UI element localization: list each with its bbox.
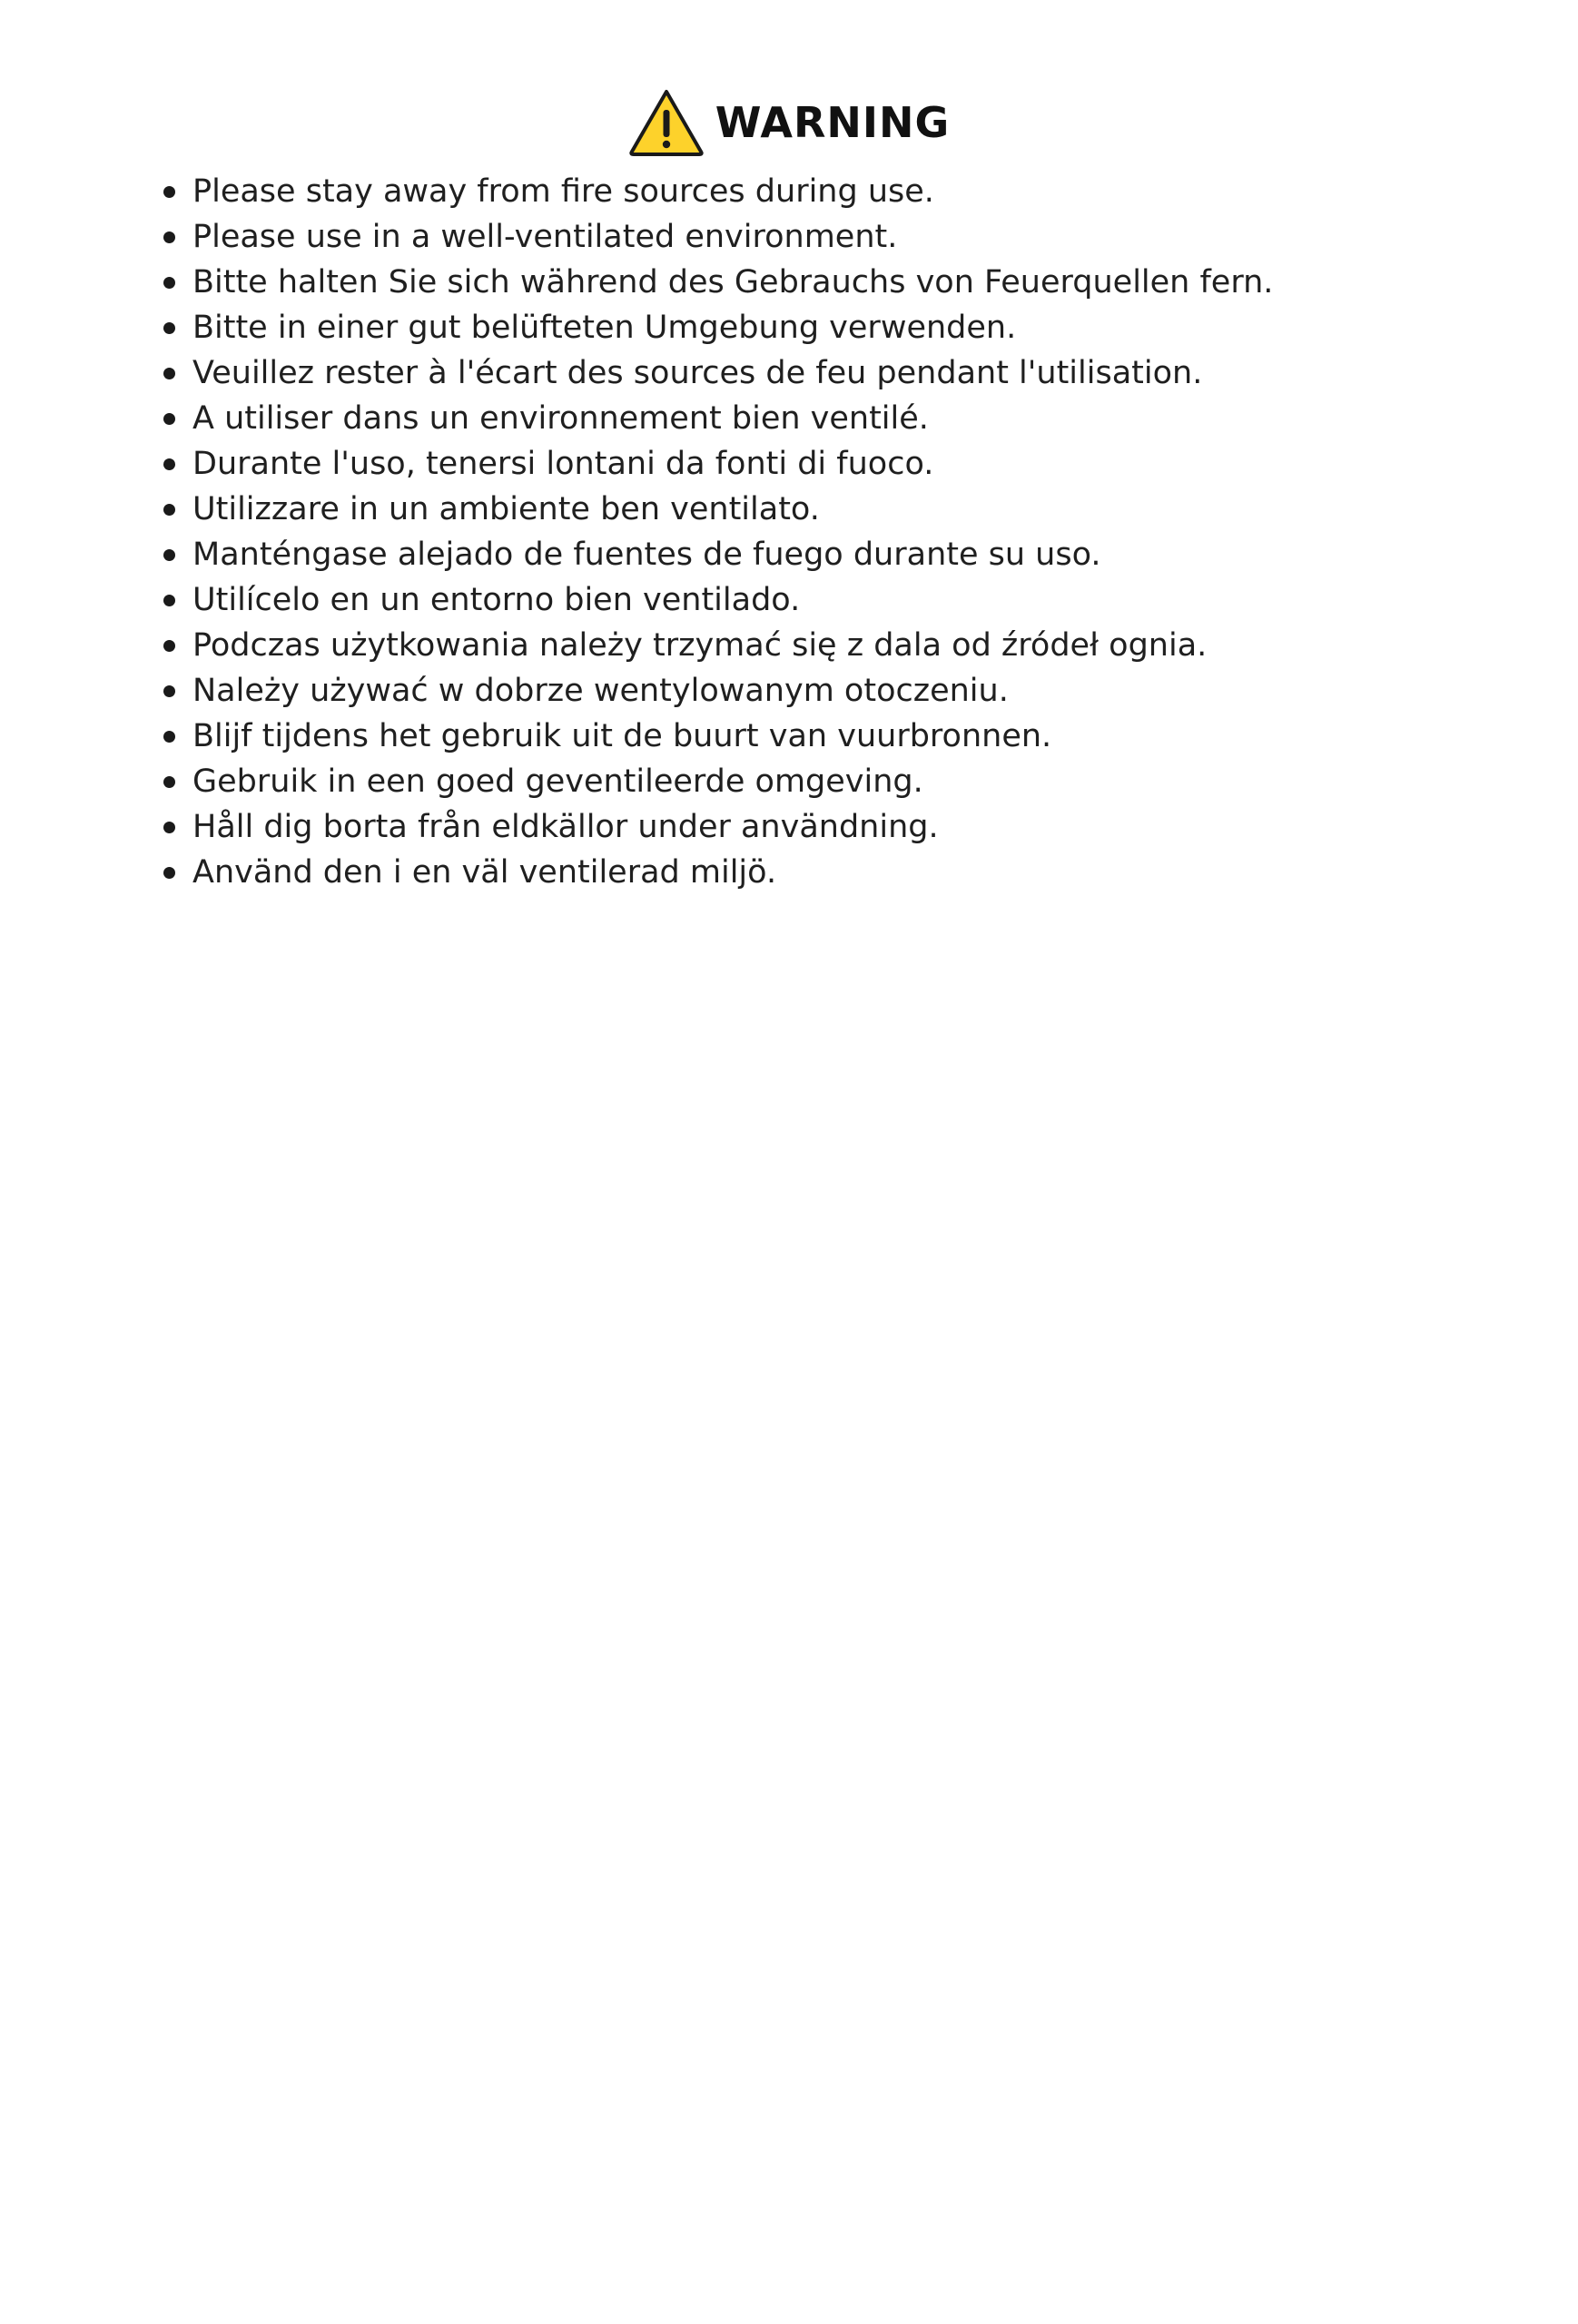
list-item-text: Podczas użytkowania należy trzymać się z dala od źródeł ognia. [192, 627, 1208, 664]
bullet-icon [163, 731, 175, 743]
list-item-text: Använd den i en väl ventilerad miljö. [192, 854, 777, 891]
list-item [163, 350, 1453, 396]
list-item-text: Durante l'uso, tenersi lontani da fonti di fuoco. [192, 446, 934, 482]
list-item-text: Håll dig borta från eldkällor under användning. [192, 809, 939, 845]
list-item-text: Bitte in einer gut belüfteten Umgebung verwenden. [192, 310, 1017, 346]
bullet-icon [163, 231, 175, 243]
list-item-text: Blijf tijdens het gebruik uit de buurt van vuurbronnen. [192, 718, 1052, 754]
bullet-icon [163, 595, 175, 606]
list-item [163, 759, 1453, 804]
bullet-icon [163, 867, 175, 879]
list-item-text: Bitte halten Sie sich während des Gebrauchs von Feuerquellen fern. [192, 264, 1274, 300]
list-item [163, 714, 1453, 759]
bullet-icon [163, 277, 175, 289]
bullet-icon [163, 413, 175, 425]
list-item-text: Utilícelo en un entorno bien ventilado. [192, 582, 801, 618]
bullet-icon [163, 776, 175, 788]
warning-title: WARNING [715, 98, 951, 147]
list-item [163, 169, 1453, 214]
list-item [163, 396, 1453, 441]
bullet-icon [163, 458, 175, 470]
bullet-icon [163, 822, 175, 833]
list-item [163, 850, 1453, 895]
bullet-icon [163, 322, 175, 334]
list-item [163, 668, 1453, 714]
list-item-text: Manténgase alejado de fuentes de fuego durante su uso. [192, 537, 1101, 573]
warning-header [0, 82, 1578, 163]
list-item-text: Please stay away from fire sources during use. [192, 173, 934, 210]
list-item-text: Veuillez rester à l'écart des sources de feu pendant l'utilisation. [192, 355, 1203, 391]
list-item-text: A utiliser dans un environnement bien ventilé. [192, 400, 929, 437]
bullet-icon [163, 640, 175, 652]
list-item [163, 260, 1453, 305]
warning-list [163, 169, 1453, 895]
bullet-icon [163, 685, 175, 697]
list-item [163, 623, 1453, 668]
list-item-text: Please use in a well-ventilated environment. [192, 219, 898, 255]
list-item [163, 214, 1453, 260]
list-item [163, 441, 1453, 487]
list-item-text: Gebruik in een goed geventileerde omgeving. [192, 763, 923, 800]
list-item [163, 305, 1453, 350]
list-item [163, 532, 1453, 577]
list-item-text: Należy używać w dobrze wentylowanym otoczeniu. [192, 673, 1009, 709]
list-item [163, 577, 1453, 623]
list-item [163, 487, 1453, 532]
list-item [163, 804, 1453, 850]
bullet-icon [163, 504, 175, 516]
bullet-icon [163, 549, 175, 561]
bullet-icon [163, 186, 175, 198]
warning-triangle-icon [628, 88, 705, 157]
warning-header-inner [628, 88, 951, 157]
list-item-text: Utilizzare in un ambiente ben ventilato. [192, 491, 820, 527]
bullet-icon [163, 368, 175, 379]
